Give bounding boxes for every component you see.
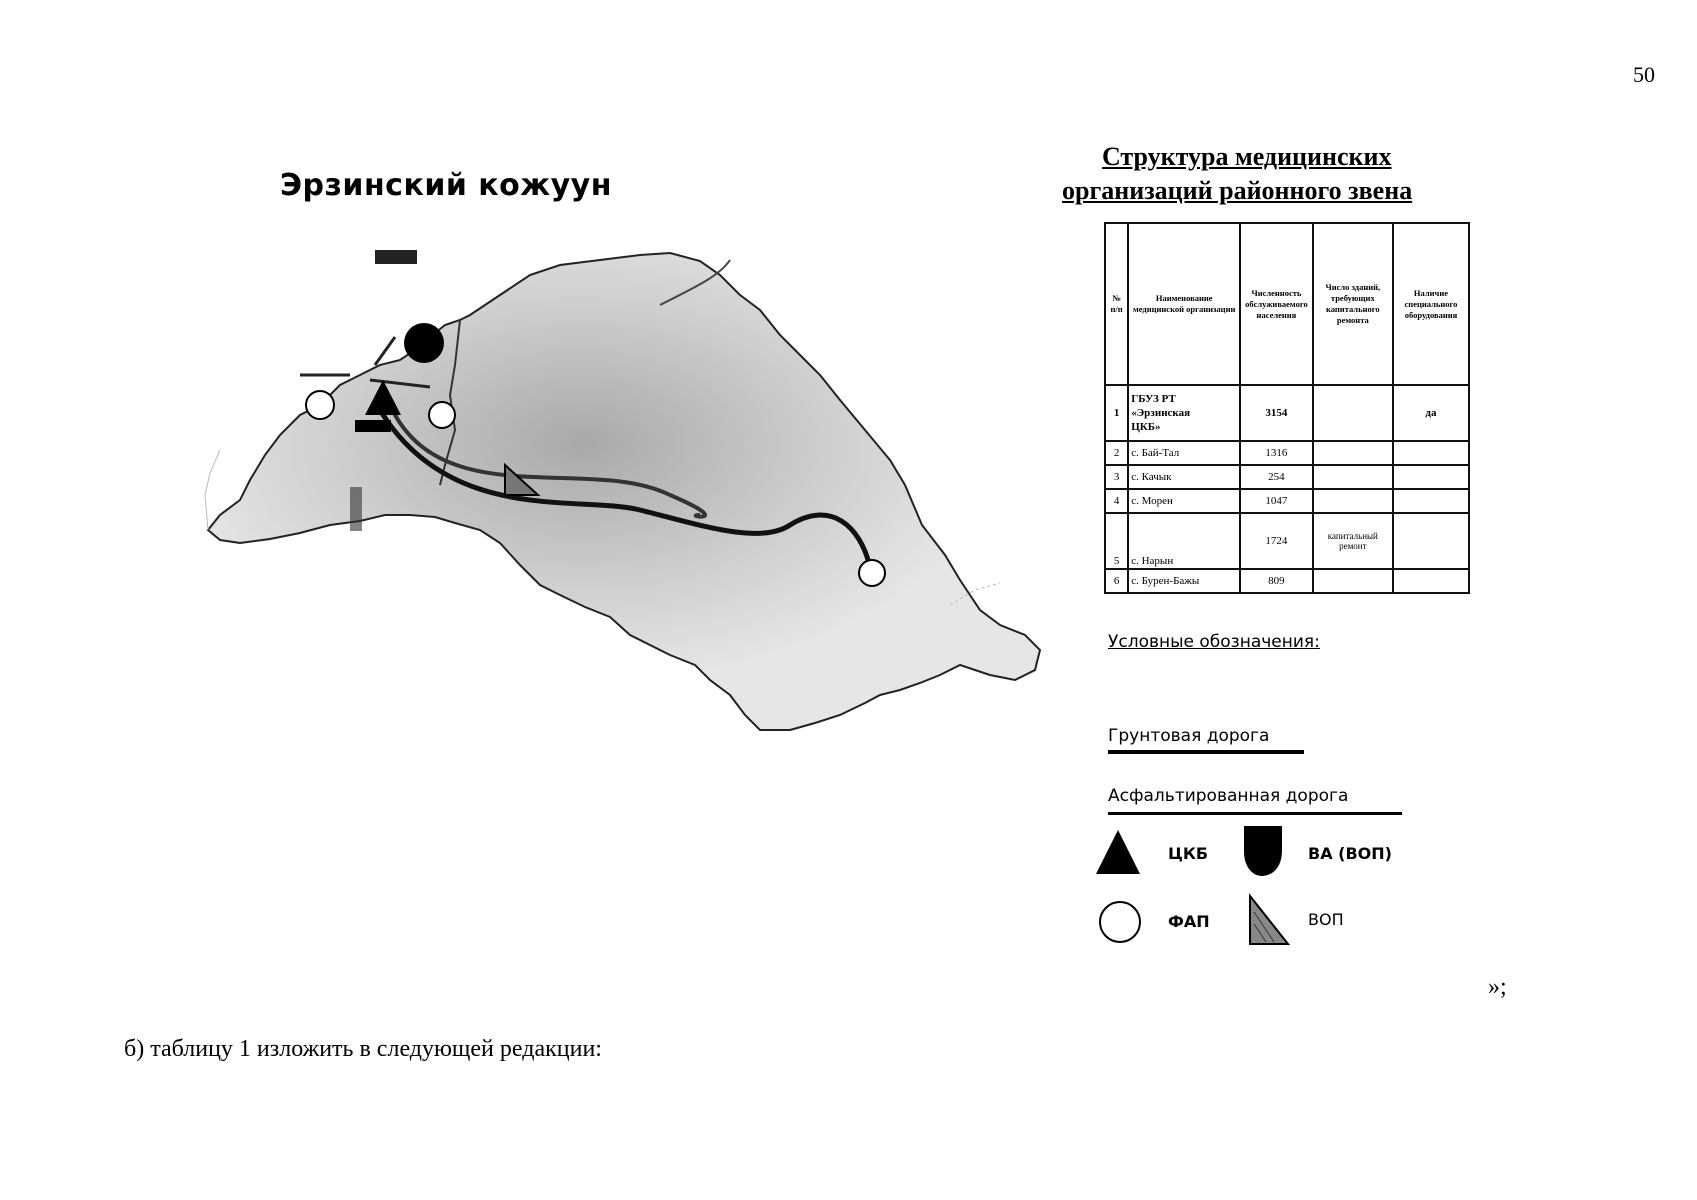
col-num: № п/п — [1105, 223, 1128, 385]
col-equipment: Наличие специального оборудования — [1393, 223, 1469, 385]
legend-dirt-road-label: Грунтовая дорога — [1108, 726, 1270, 746]
table-row: 5 с. Нарын 1724 капитальный ремонт — [1105, 513, 1469, 569]
shield-icon — [1240, 820, 1290, 880]
legend-title: Условные обозначения: — [1108, 632, 1320, 652]
structure-title — [1062, 140, 1502, 208]
legend-fap-label: ФАП — [1168, 912, 1210, 931]
structure-title-line1: Структура медицинских — [1102, 142, 1392, 171]
fap-marker-east — [429, 402, 455, 428]
col-repair: Число зданий, требующих капитального ремонта — [1313, 223, 1393, 385]
table-row: 3 с. Качык 254 — [1105, 465, 1469, 489]
structure-title-line2: организаций районного звена — [1062, 176, 1413, 205]
table-row: 4 с. Морен 1047 — [1105, 489, 1469, 513]
closing-mark: »; — [1488, 974, 1507, 1000]
table-row: 6 с. Бурен-Бажы 809 — [1105, 569, 1469, 593]
legend-asphalt-road-label: Асфальтированная дорога — [1108, 786, 1349, 806]
legend-dirt-road-line — [1108, 750, 1304, 754]
legend-asphalt-road-line — [1108, 812, 1402, 815]
table-header-row — [1105, 223, 1469, 385]
map-title: Эрзинский кожуун — [280, 168, 612, 203]
legend-vop-label: ВОП — [1308, 910, 1344, 929]
fap-marker-south — [859, 560, 885, 586]
fap-marker-west — [306, 391, 334, 419]
district-outline — [208, 253, 1040, 730]
triangle-icon — [1090, 822, 1150, 882]
district-map — [200, 225, 1060, 745]
legend-ckb-label: ЦКБ — [1168, 844, 1209, 863]
table-row: 2 с. Бай-Тал 1316 — [1105, 441, 1469, 465]
legend-va-vop-label: ВА (ВОП) — [1308, 844, 1392, 863]
org-table — [1104, 222, 1470, 594]
va-vop-marker — [404, 323, 444, 363]
right-triangle-icon — [1244, 892, 1294, 948]
col-population: Численность обслуживаемого населения — [1240, 223, 1313, 385]
col-name: Наименование медицинской организации — [1128, 223, 1240, 385]
footer-text: б) таблицу 1 изложить в следующей редакции: — [124, 1036, 602, 1062]
page-number: 50 — [1633, 62, 1655, 87]
table-row: 1 ГБУЗ РТ «Эрзинская ЦКБ» 3154 да — [1105, 385, 1469, 441]
circle-icon — [1094, 896, 1146, 948]
